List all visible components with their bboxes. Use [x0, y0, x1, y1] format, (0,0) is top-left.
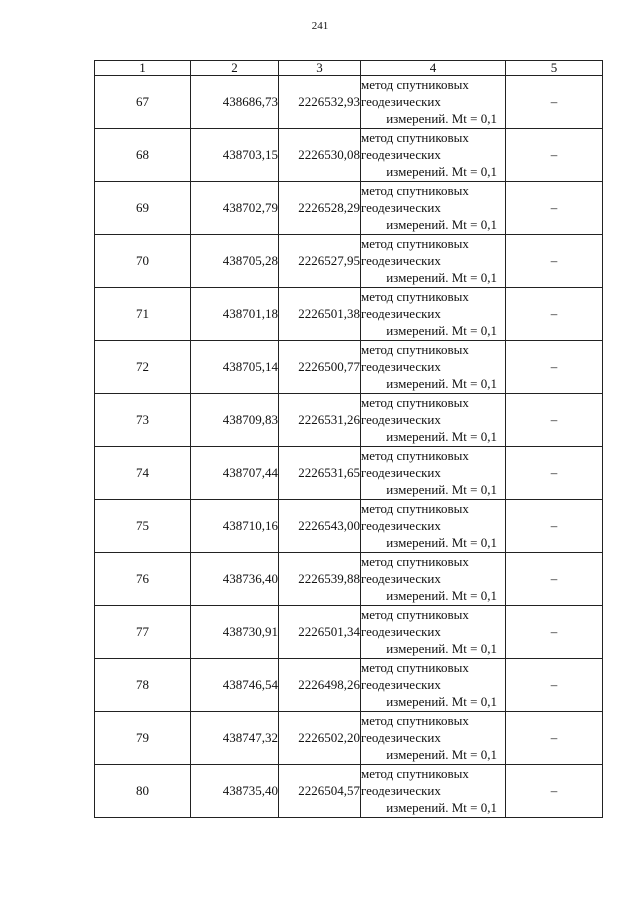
table-header-row: [95, 61, 603, 76]
table-row: [95, 553, 603, 606]
method-line-2: геодезических: [361, 94, 441, 109]
note-cell: –: [506, 182, 603, 235]
point-number-cell: 77: [95, 606, 191, 659]
y-coordinate-cell: 2226500,77: [279, 341, 361, 394]
method-line-3: измерений. Mt = 0,1: [386, 270, 497, 285]
table-body: [95, 76, 603, 818]
method-line-1: метод спутниковых: [361, 660, 469, 675]
method-line-3: измерений. Mt = 0,1: [386, 482, 497, 497]
method-line-2: геодезических: [361, 253, 441, 268]
method-cell: [361, 659, 506, 712]
column-header: 3: [279, 61, 361, 76]
note-cell: –: [506, 500, 603, 553]
table-row: [95, 606, 603, 659]
x-coordinate-cell: 438747,32: [191, 712, 279, 765]
method-cell: [361, 553, 506, 606]
method-line-2: геодезических: [361, 200, 441, 215]
method-cell: [361, 288, 506, 341]
method-line-2: геодезических: [361, 571, 441, 586]
method-line-1: метод спутниковых: [361, 289, 469, 304]
table-row: [95, 182, 603, 235]
note-cell: –: [506, 76, 603, 129]
method-cell: [361, 500, 506, 553]
point-number-cell: 75: [95, 500, 191, 553]
point-number-cell: 80: [95, 765, 191, 818]
method-line-2: геодезических: [361, 306, 441, 321]
note-cell: –: [506, 765, 603, 818]
table-row: [95, 447, 603, 500]
table-row: [95, 129, 603, 182]
method-cell: [361, 76, 506, 129]
method-line-1: метод спутниковых: [361, 766, 469, 781]
table-row: [95, 394, 603, 447]
point-number-cell: 71: [95, 288, 191, 341]
x-coordinate-cell: 438686,73: [191, 76, 279, 129]
y-coordinate-cell: 2226498,26: [279, 659, 361, 712]
y-coordinate-cell: 2226530,08: [279, 129, 361, 182]
note-cell: –: [506, 712, 603, 765]
note-cell: –: [506, 659, 603, 712]
method-cell: [361, 712, 506, 765]
method-line-1: метод спутниковых: [361, 236, 469, 251]
method-line-1: метод спутниковых: [361, 607, 469, 622]
method-cell: [361, 447, 506, 500]
point-number-cell: 76: [95, 553, 191, 606]
method-line-2: геодезических: [361, 147, 441, 162]
y-coordinate-cell: 2226528,29: [279, 182, 361, 235]
x-coordinate-cell: 438702,79: [191, 182, 279, 235]
method-line-3: измерений. Mt = 0,1: [386, 641, 497, 656]
method-line-3: измерений. Mt = 0,1: [386, 747, 497, 762]
point-number-cell: 73: [95, 394, 191, 447]
method-line-1: метод спутниковых: [361, 501, 469, 516]
method-line-3: измерений. Mt = 0,1: [386, 111, 497, 126]
x-coordinate-cell: 438707,44: [191, 447, 279, 500]
column-header: 5: [506, 61, 603, 76]
table-row: [95, 500, 603, 553]
point-number-cell: 69: [95, 182, 191, 235]
method-cell: [361, 129, 506, 182]
column-header: 2: [191, 61, 279, 76]
method-line-2: геодезических: [361, 359, 441, 374]
x-coordinate-cell: 438735,40: [191, 765, 279, 818]
method-line-2: геодезических: [361, 730, 441, 745]
x-coordinate-cell: 438736,40: [191, 553, 279, 606]
method-line-2: геодезических: [361, 677, 441, 692]
note-cell: –: [506, 394, 603, 447]
table-row: [95, 765, 603, 818]
method-line-1: метод спутниковых: [361, 395, 469, 410]
y-coordinate-cell: 2226531,65: [279, 447, 361, 500]
x-coordinate-cell: 438701,18: [191, 288, 279, 341]
table-row: [95, 235, 603, 288]
table-row: [95, 341, 603, 394]
coordinates-table: [94, 60, 603, 818]
method-line-1: метод спутниковых: [361, 448, 469, 463]
method-cell: [361, 182, 506, 235]
y-coordinate-cell: 2226532,93: [279, 76, 361, 129]
point-number-cell: 67: [95, 76, 191, 129]
method-line-2: геодезических: [361, 624, 441, 639]
note-cell: –: [506, 129, 603, 182]
method-line-1: метод спутниковых: [361, 183, 469, 198]
method-line-3: измерений. Mt = 0,1: [386, 694, 497, 709]
method-line-1: метод спутниковых: [361, 554, 469, 569]
method-line-3: измерений. Mt = 0,1: [386, 217, 497, 232]
point-number-cell: 74: [95, 447, 191, 500]
method-cell: [361, 235, 506, 288]
method-line-2: геодезических: [361, 783, 441, 798]
y-coordinate-cell: 2226501,38: [279, 288, 361, 341]
x-coordinate-cell: 438710,16: [191, 500, 279, 553]
method-line-3: измерений. Mt = 0,1: [386, 164, 497, 179]
column-header: 4: [361, 61, 506, 76]
y-coordinate-cell: 2226543,00: [279, 500, 361, 553]
x-coordinate-cell: 438705,14: [191, 341, 279, 394]
table-row: [95, 288, 603, 341]
method-line-3: измерений. Mt = 0,1: [386, 429, 497, 444]
x-coordinate-cell: 438746,54: [191, 659, 279, 712]
method-cell: [361, 394, 506, 447]
method-line-1: метод спутниковых: [361, 713, 469, 728]
point-number-cell: 79: [95, 712, 191, 765]
x-coordinate-cell: 438730,91: [191, 606, 279, 659]
method-line-2: геодезических: [361, 518, 441, 533]
x-coordinate-cell: 438705,28: [191, 235, 279, 288]
table-row: [95, 712, 603, 765]
method-line-3: измерений. Mt = 0,1: [386, 800, 497, 815]
point-number-cell: 68: [95, 129, 191, 182]
method-line-3: измерений. Mt = 0,1: [386, 535, 497, 550]
y-coordinate-cell: 2226527,95: [279, 235, 361, 288]
y-coordinate-cell: 2226539,88: [279, 553, 361, 606]
x-coordinate-cell: 438703,15: [191, 129, 279, 182]
page-number: 241: [311, 20, 329, 32]
note-cell: –: [506, 235, 603, 288]
method-line-2: геодезических: [361, 412, 441, 427]
column-header: 1: [95, 61, 191, 76]
note-cell: –: [506, 447, 603, 500]
method-line-3: измерений. Mt = 0,1: [386, 376, 497, 391]
note-cell: –: [506, 341, 603, 394]
x-coordinate-cell: 438709,83: [191, 394, 279, 447]
y-coordinate-cell: 2226531,26: [279, 394, 361, 447]
method-cell: [361, 765, 506, 818]
y-coordinate-cell: 2226501,34: [279, 606, 361, 659]
note-cell: –: [506, 553, 603, 606]
method-cell: [361, 606, 506, 659]
y-coordinate-cell: 2226502,20: [279, 712, 361, 765]
method-line-1: метод спутниковых: [361, 342, 469, 357]
table-row: [95, 76, 603, 129]
point-number-cell: 70: [95, 235, 191, 288]
method-line-3: измерений. Mt = 0,1: [386, 323, 497, 338]
method-line-2: геодезических: [361, 465, 441, 480]
y-coordinate-cell: 2226504,57: [279, 765, 361, 818]
method-cell: [361, 341, 506, 394]
point-number-cell: 72: [95, 341, 191, 394]
note-cell: –: [506, 288, 603, 341]
table-row: [95, 659, 603, 712]
point-number-cell: 78: [95, 659, 191, 712]
method-line-3: измерений. Mt = 0,1: [386, 588, 497, 603]
method-line-1: метод спутниковых: [361, 77, 469, 92]
method-line-1: метод спутниковых: [361, 130, 469, 145]
note-cell: –: [506, 606, 603, 659]
